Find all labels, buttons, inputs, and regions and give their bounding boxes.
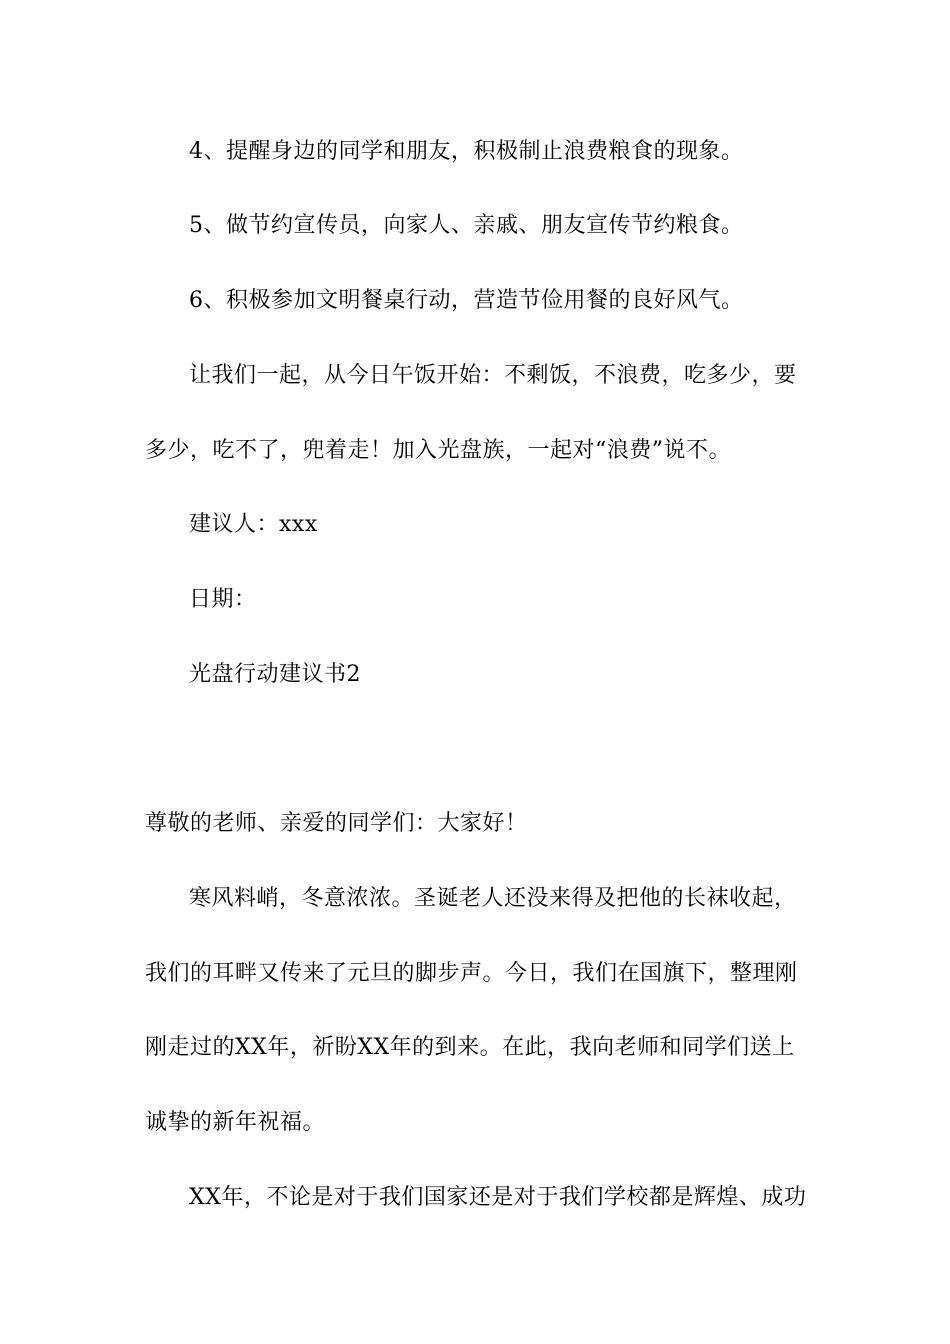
body-paragraph-1-line-4: 诚挚的新年祝福。 [145, 1110, 326, 1135]
paragraph-call-to-action-line-2: 多少，吃不了，兜着走！加入光盘族，一起对“浪费”说不。 [145, 438, 731, 463]
paragraph-item-6: 6、积极参加文明餐桌行动，营造节俭用餐的良好风气。 [189, 288, 744, 313]
paragraph-call-to-action-line-1: 让我们一起，从今日午饭开始：不剩饭，不浪费，吃多少，要 [189, 363, 797, 388]
body-paragraph-1-line-3: 刚走过的XX年，祈盼XX年的到来。在此，我向老师和同学们送上 [145, 1035, 795, 1060]
body-paragraph-1-line-2: 我们的耳畔又传来了元旦的脚步声。今日，我们在国旗下，整理刚 [145, 961, 798, 986]
date-line: 日期： [189, 587, 257, 612]
paragraph-item-4: 4、提醒身边的同学和朋友，积极制止浪费粮食的现象。 [189, 139, 744, 164]
body-paragraph-1-line-1: 寒风料峭，冬意浓浓。圣诞老人还没来得及把他的长袜收起， [189, 886, 797, 911]
salutation: 尊敬的老师、亲爱的同学们：大家好！ [145, 811, 528, 836]
paragraph-item-5: 5、做节约宣传员，向家人、亲戚、朋友宣传节约粮食。 [189, 213, 744, 238]
body-paragraph-2-line-1: XX年，不论是对于我们国家还是对于我们学校都是辉煌、成功 [189, 1185, 807, 1210]
section-title: 光盘行动建议书2 [189, 662, 361, 687]
proposer-line: 建议人：xxx [189, 512, 318, 537]
